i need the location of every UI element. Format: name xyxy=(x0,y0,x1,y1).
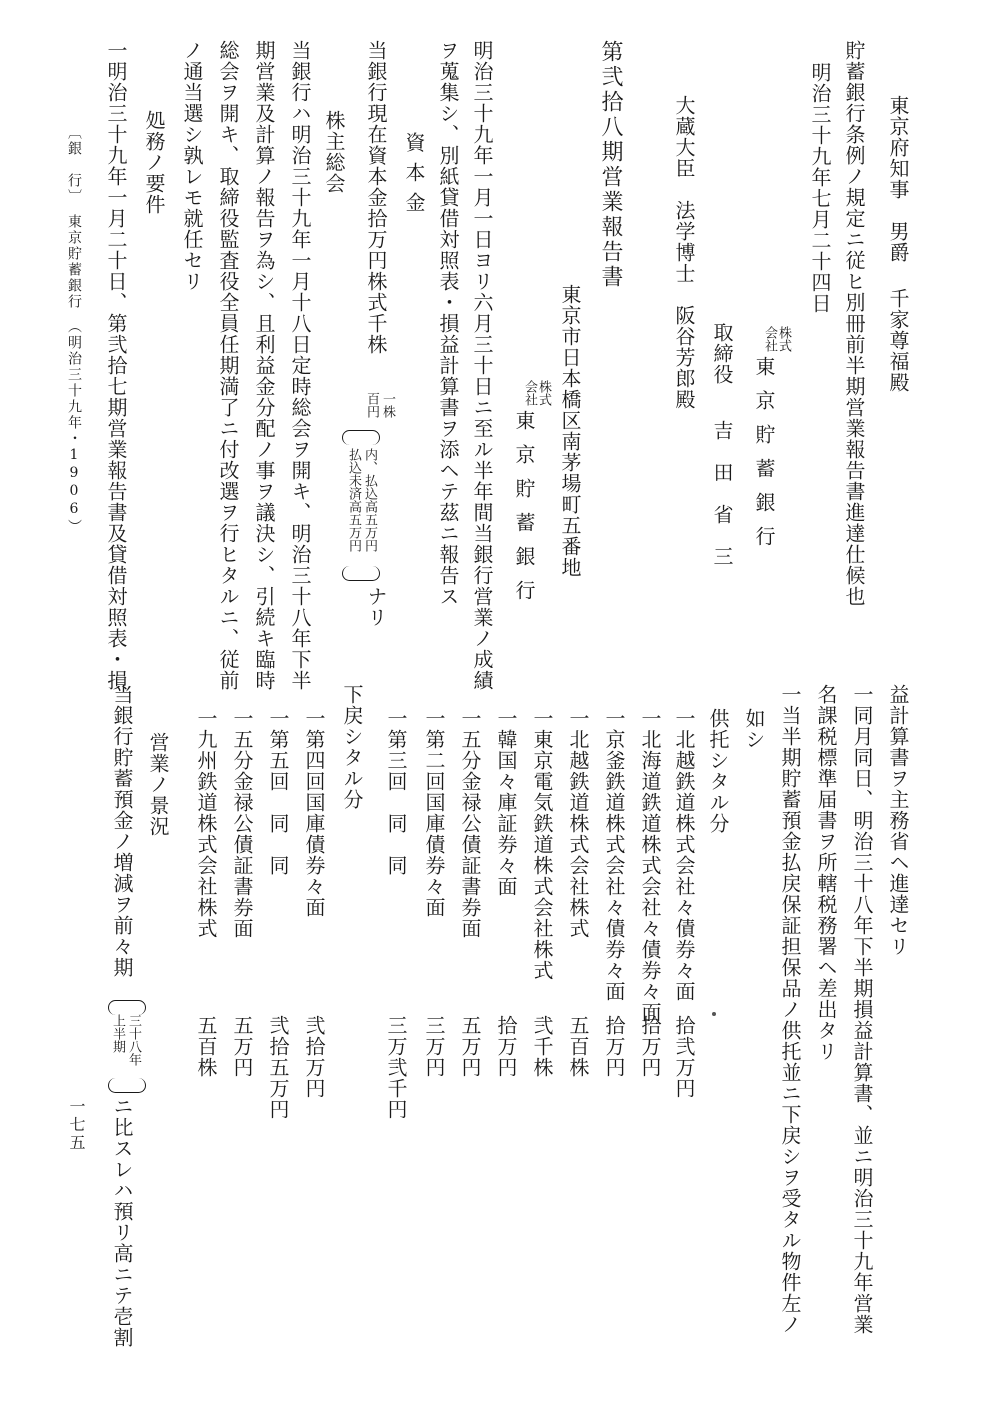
deposit-item-amount: 拾万円 xyxy=(494,1015,518,1078)
capital-share-unit-bottom: 百円 xyxy=(364,392,379,418)
deposit-item-name: 一北海道鉄道株式会社々債券々面 xyxy=(638,708,662,1023)
business-line-a: 当銀行貯蓄預金ノ増減ヲ前々期 xyxy=(110,684,134,978)
date-line: 明治三十九年七月二十四日 xyxy=(808,62,832,314)
returned-item-amount: 五百株 xyxy=(194,1015,218,1078)
deposit-item-name: 一北越鉄道株式会社々債券々面 xyxy=(672,708,696,1002)
report-title: 第弐拾八期営業報告書 xyxy=(598,40,623,290)
deposit-item-amount: 弐千株 xyxy=(530,1015,554,1078)
deposit-item-amount: 拾万円 xyxy=(638,1015,662,1078)
capital-paren-1: 内、払込高五万円 xyxy=(362,448,377,552)
address-line: 東京市日本橋区南茅場町五番地 xyxy=(558,284,582,578)
duties-heading: 処務ノ要件 xyxy=(142,110,166,215)
deposit-item-amount: 拾弐万円 xyxy=(672,1015,696,1099)
capital-paren-open xyxy=(342,430,380,445)
cont-line3: 名課税標準届書ヲ所轄税務署ヘ差出タリ xyxy=(814,684,838,1062)
deposit-item-name: 一第三回 同 同 xyxy=(384,708,408,876)
returned-item-name: 一第四回国庫債券々面 xyxy=(302,708,326,918)
meeting-heading: 株主総会 xyxy=(322,110,346,194)
deposit-item-name: 一京釜鉄道株式会社々債券々面 xyxy=(602,708,626,1002)
duties-line1: 一明治三十九年一月二十日、第弐拾七期営業報告書及貸借対照表・損 xyxy=(104,40,128,691)
returned-item-name: 一第五回 同 同 xyxy=(266,708,290,876)
deposit-item-amount: 三万円 xyxy=(422,1015,446,1078)
deposit-item-amount: 五万円 xyxy=(458,1015,482,1078)
capital-paren-close xyxy=(342,566,380,581)
business-paren-close xyxy=(108,1078,146,1093)
kaisha-ruby-top: 株式 xyxy=(776,326,791,352)
deposit-item-name: 一東京電気鉄道株式会社株式 xyxy=(530,708,554,981)
returned-item-name: 一五分金禄公債証書券面 xyxy=(230,708,254,939)
capital-line-a: 当銀行現在資本金拾万円株式千株 xyxy=(364,40,388,355)
capital-line-end: ナリ xyxy=(364,586,388,628)
deposit-item-amount: 拾万円 xyxy=(602,1015,626,1078)
business-paren-1: 三十八年 xyxy=(126,1014,141,1066)
business-paren-2: 上半期 xyxy=(110,1014,125,1053)
para1-line2: ヲ蒐集シ、別紙貸借対照表・損益計算書ヲ添ヘテ茲ニ報告ス xyxy=(436,40,460,607)
returned-heading: 下戻シタル分 xyxy=(340,684,364,810)
returned-item-amount: 弐拾五万円 xyxy=(266,1015,290,1120)
meeting-line1: 当銀行ハ明治三十九年一月十八日定時総会ヲ開キ、明治三十八年下半 xyxy=(288,40,312,691)
deposit-item-amount: 三万弐千円 xyxy=(384,1015,408,1120)
meeting-line2: 期営業及計算ノ報告ヲ為シ、且利益金分配ノ事ヲ議決シ、引続キ臨時 xyxy=(252,40,276,691)
meeting-line4: ノ通当選シ孰レモ就任セリ xyxy=(180,40,204,292)
business-line-b: ニ比スレハ預リ高ニテ壱割 xyxy=(110,1096,134,1348)
kaisha-ruby-bottom-2: 会社 xyxy=(522,380,537,406)
returned-item-amount: 五万円 xyxy=(230,1015,254,1078)
para1-line1: 明治三十九年一月一日ヨリ六月三十日ニ至ル半年間当銀行営業ノ成績 xyxy=(470,40,494,691)
notice-line: 貯蓄銀行条例ノ規定ニ従ヒ別冊前半期営業報告書進達仕候也 xyxy=(842,40,866,607)
cont-line4: 一当半期貯蓄預金払戻保証担保品ノ供托並ニ下戻シヲ受タル物件左ノ xyxy=(778,684,802,1335)
stray-mark xyxy=(712,1012,716,1016)
deposit-item-name: 一五分金禄公債証書券面 xyxy=(458,708,482,939)
addressee: 東京府知事 男爵 千家尊福殿 xyxy=(886,95,910,393)
business-paren-open xyxy=(108,1000,146,1015)
page-number: 一七五 xyxy=(67,1098,86,1152)
returned-item-name: 一九州鉄道株式会社株式 xyxy=(194,708,218,939)
deposit-heading: 供托シタル分 xyxy=(706,708,730,834)
kaisha-ruby-bottom: 会社 xyxy=(762,326,777,352)
cont-line2: 一同月同日、明治三十八年下半期損益計算書、並ニ明治三十九年営業 xyxy=(850,684,874,1335)
company-name-2: 東京貯蓄銀行 xyxy=(512,410,536,614)
minister-line: 大蔵大臣 法学博士 阪谷芳郎殿 xyxy=(672,95,696,410)
footer-left: 〔銀 行〕 東京貯蓄銀行 （明治三十九年・1906） xyxy=(66,125,82,535)
capital-heading: 資本金 xyxy=(402,132,426,222)
returned-item-amount: 弐拾万円 xyxy=(302,1015,326,1099)
deposit-item-amount: 五百株 xyxy=(566,1015,590,1078)
director-title: 取締役 xyxy=(710,322,734,385)
deposit-item-name: 一韓国々庫証券々面 xyxy=(494,708,518,897)
cont-line1: 益計算書ヲ主務省ヘ進達セリ xyxy=(886,684,910,957)
company-name: 東京貯蓄銀行 xyxy=(752,356,776,560)
meeting-line3: 総会ヲ開キ、取締役監査役全員任期満了ニ付改選ヲ行ヒタルニ、従前 xyxy=(216,40,240,691)
capital-share-unit-top: 一株 xyxy=(380,392,395,418)
director-name: 吉田省三 xyxy=(710,420,734,588)
capital-paren-2: 払込未済高五万円 xyxy=(346,448,361,552)
deposit-item-name: 一第二回国庫債券々面 xyxy=(422,708,446,918)
kaisha-ruby-top-2: 株式 xyxy=(536,380,551,406)
deposit-item-name: 一北越鉄道株式会社株式 xyxy=(566,708,590,939)
business-heading: 営業ノ景況 xyxy=(146,732,170,837)
cont-line5: 如シ xyxy=(742,708,766,750)
